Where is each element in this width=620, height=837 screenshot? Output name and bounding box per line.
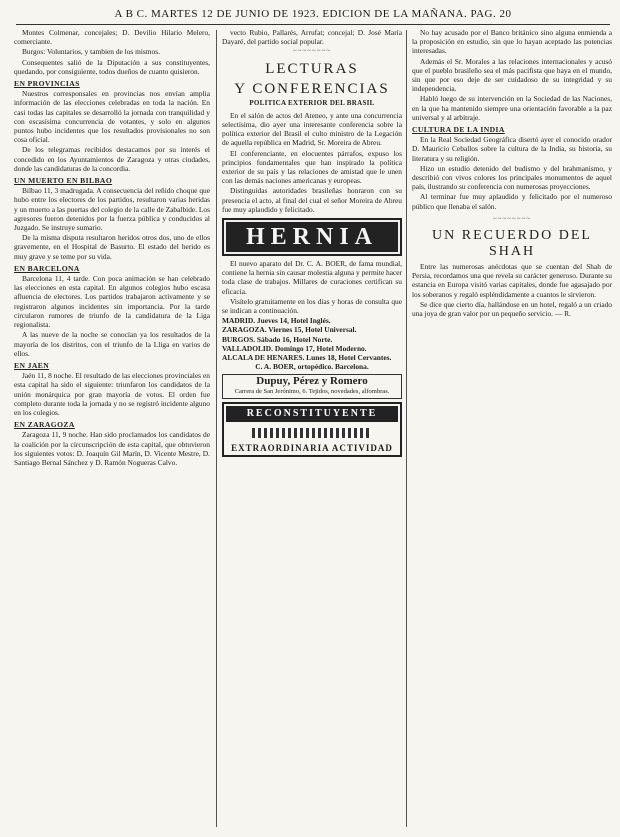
column-divider <box>216 30 217 827</box>
ad-tagline: EXTRAORDINARIA ACTIVIDAD <box>231 442 393 453</box>
section-title: LECTURAS <box>265 60 359 77</box>
paragraph: De los telegramas recibidos destacamos por su interés el concedido en los Ayuntamientos de Zaragoza y otras ciudades, donde las candidaturas de la concordia. <box>14 145 210 173</box>
ad-text: El nuevo aparato del Dr. C. A. BOER, de fama mundial, contiene la hernia sin causar molestia alguna y permite hacer toda clase de trabajos. Millares de curaciones certifican su eficacia. <box>222 259 402 296</box>
ad-name: Dupuy, Pérez y Romero <box>256 375 368 388</box>
paragraph: El conferenciante, en elocuentes párrafos, expuso los principios fundamentales que han inspirado la política exterior de su país y las relaciones de amistad que le unen con las demás naciones americanas y europeas. <box>222 148 402 186</box>
paragraph: En el salón de actos del Ateneo, y ante una concurrencia selectísima, dio ayer una interesante conferencia sobre la política exterior del Brasil el culto ministro de la Legación de aquella república en Madrid, Sr. Moreira de Abreu. <box>222 110 402 148</box>
paragraph: Hizo un estudio detenido del budismo y del brahmanismo, y describió con vivos colores los principales monumentos de aquel país, ilustrando su conferencia con numerosas proyecciones. <box>412 163 612 192</box>
paragraph: Además el Sr. Morales a las relaciones internacionales y acusó que el pueblo brasileño sea el más pacifista que haya en el mundo, sin que por eso deje de ser cuidadoso de su integridad y su independencia. <box>412 56 612 94</box>
paragraph: vecto Rubio, Pallarés, Arrufat; concejal; D. José María Dayaré, del partido social popular. <box>222 28 402 47</box>
paragraph: Jaén 11, 8 noche. El resultado de las elecciones provinciales en esta capital ha sido el siguiente: triunfaron los candidatos de la unión monárquica por gran mayoría de votos. El orden fue completo durante toda la jornada y no se registró incidente alguno en los colegios. <box>14 371 210 417</box>
ornament-divider: ~~~~~~~~ <box>492 214 532 223</box>
page-header: A B C. MARTES 12 DE JUNIO DE 1923. EDICION DE LA MAÑANA. PAG. 20 <box>16 8 610 25</box>
column-3 <box>412 28 612 831</box>
hernia-advertisement <box>222 218 402 256</box>
ad-footer: C. A. BOER, ortopédico. Barcelona. <box>255 362 369 372</box>
column-1 <box>14 28 210 831</box>
column-2 <box>222 28 402 831</box>
paragraph: A las nueve de la noche se conocían ya los resultados de la mayoría de los distritos, con el triunfo de la Lliga en varios de ellos. <box>14 330 210 358</box>
section-title: UN RECUERDO DEL SHAH <box>432 228 592 260</box>
ad-text: Visítelo gratuitamente en los días y horas de consulta que se indican a continuación. <box>222 296 402 316</box>
ad-illustration <box>226 422 398 444</box>
section-heading: EN BARCELONA <box>14 263 80 273</box>
paragraph: Burgos: Voluntarios, y tambien de los mismos. <box>22 47 160 57</box>
paragraph: Distinguidas autoridades brasileñas honraron con su presencia el acto, al final del cual el señor Moreira de Abreu fue muy aplaudido y felicitado. <box>222 186 402 214</box>
paragraph: Entre las numerosas anécdotas que se cuentan del Shah de Persia, recordamos una que revela su carácter generoso. Durante su estancia en Europa visitó varias capitales, donde fue agasajado por los soberanos y regaló espléndidamente a cuantos le sirvieron. <box>412 262 612 299</box>
paragraph: Habló luego de su intervención en la Sociedad de las Naciones, en la que ha mantenido siempre una orientación favorable a la paz universal y al arbitraje. <box>412 94 612 122</box>
section-subtitle: POLITICA EXTERIOR DEL BRASIL <box>249 98 375 107</box>
section-heading: EN JAEN <box>14 360 50 370</box>
ad-schedule-item: VALLADOLID. Domingo 17, Hotel Moderno. <box>222 343 367 353</box>
section-title: Y CONFERENCIAS <box>234 80 390 97</box>
reconstituyente-advertisement <box>222 402 402 457</box>
paragraph: Nuestros corresponsales en provincias nos envían amplia información de las elecciones celebradas en toda la nación. En casi todas las capitales se desarrolló la jornada con tranquilidad y con escasísima concurrencia de votantes, y solo en algunos puntos hubo incidentes que los resultados provisionales no son cosa oficial. <box>14 89 210 145</box>
paragraph: Consequentes salió de la Diputación a sus constituyentes, quedando, por consiguiente, todos dueños de cuanto quisieron. <box>14 57 210 76</box>
paragraph: Zaragoza 11, 9 noche. Han sido proclamados los candidatos de la coalición por la circunscripción de esta capital, que obtuvieron los siguientes votos: D. Joaquín Gil Marín, D. Vicente Mestre, D. Santiago Bernal Sánchez y D. Ramón Nogueras Calvo. <box>14 430 210 467</box>
ad-schedule-item: BURGOS. Sábado 16, Hotel Norte. <box>222 334 333 344</box>
section-heading: CULTURA DE LA INDIA <box>412 125 505 135</box>
ad-headline: RECONSTITUYENTE <box>226 406 398 422</box>
section-heading: EN PROVINCIAS <box>14 79 80 89</box>
paragraph: Se dice que cierto día, hallándose en un hotel, regaló a un criado una joya de gran valor por un pequeño servicio. — R. <box>412 299 612 319</box>
paragraph: Al terminar fue muy aplaudido y felicitado por el numeroso público que llenaba el salón. <box>412 192 612 211</box>
ad-schedule-item: ALCALA DE HENARES. Lunes 18, Hotel Cervantes. <box>222 353 392 363</box>
ad-address: Carrera de San Jerónimo, 6. Tejidos, novedades, alfombras. <box>234 387 390 395</box>
ad-schedule-item: ZARAGOZA. Viernes 15, Hotel Universal. <box>222 325 357 335</box>
dupuy-advertisement <box>222 374 402 398</box>
column-divider <box>406 30 407 827</box>
section-heading: UN MUERTO EN BILBAO <box>14 176 113 186</box>
paragraph: No hay acusado por el Banco británico sino alguna enmienda a la proposición en estudio, sin que lo hayan aceptado las potencias interesadas. <box>412 28 612 56</box>
section-heading: EN ZARAGOZA <box>14 420 75 430</box>
ad-schedule-item: MADRID. Jueves 14, Hotel Inglés. <box>222 316 331 326</box>
paragraph: En la Real Sociedad Geográfica disertó ayer el conocido orador D. Mauricio Ceballos sobre la cultura de la India, su historia, su literatura y su religión. <box>412 135 612 163</box>
ad-headline: HERNIA <box>226 222 398 252</box>
paragraph: De la misma disputa resultaron heridos otros dos, uno de ellos gravemente, en el Hospital de Basurto. El estado del herido es muy grave y se teme por su vida. <box>14 233 210 261</box>
paragraph: Montes Colmenar, concejales; D. Devilio Hilario Melero, comerciante. <box>14 28 210 47</box>
paragraph: Barcelona 11, 4 tarde. Con poca animación se han celebrado las elecciones en esta capital. En algunos colegios hubo escasa afluencia de electores. Los partidos trabajaron activamente y se registraron algunos incidentes sin importancia. Por la tarde circularon rumores de triunfo de la candidatura de la Liga regionalista. <box>14 274 210 330</box>
ornament-divider: ~~~~~~~~ <box>292 47 332 56</box>
paragraph: Bilbao 11, 3 madrugada. A consecuencia del reñido choque que hubo entre los electores de los partidos, resultaron varias heridas y un muerto a las puertas del colegio de la calle de Zabalbide. Los agresores fueron detenidos por la fuerza pública y conducidos al Juzgado. Se instruye sumario. <box>14 186 210 233</box>
